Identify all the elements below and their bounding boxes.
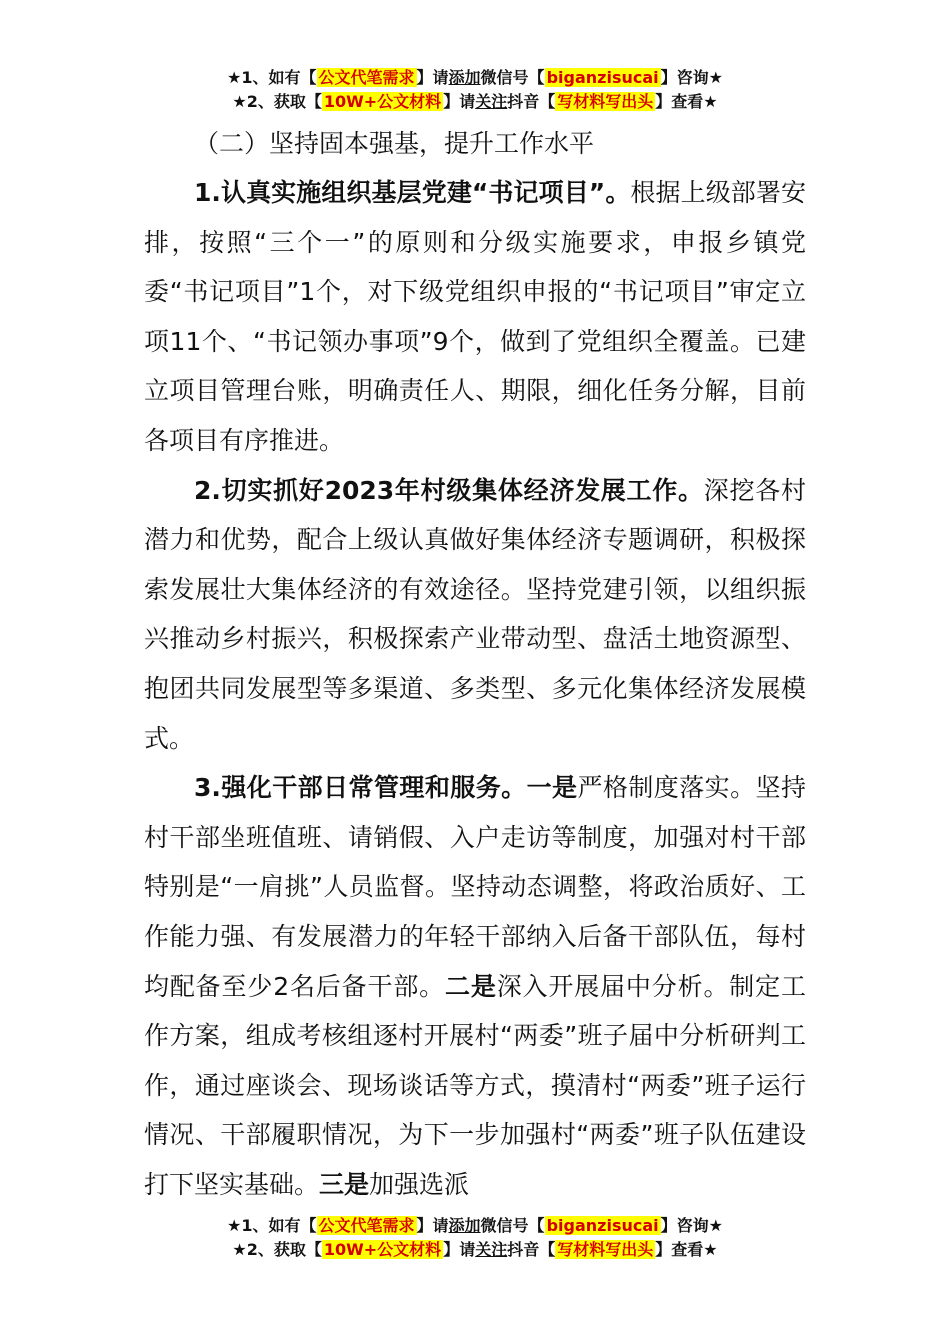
promo-text: 】咨询★	[660, 68, 723, 87]
paragraph-3	[144, 763, 806, 1209]
promo-text: ★1、如有【	[227, 1216, 317, 1235]
item-keyword: 一是	[526, 773, 578, 803]
promo-highlight: 10W+公文材料	[323, 1240, 442, 1259]
promo-highlight: 写材料写出头	[557, 1240, 654, 1259]
promo-text: 微信号【	[480, 68, 545, 87]
promo-underlined: 添加	[448, 1216, 481, 1235]
paragraph-1	[144, 168, 806, 466]
promo-text: ★2、获取【	[232, 1240, 322, 1259]
paragraph-lead: 3.强化干部日常管理和服务。	[194, 773, 527, 803]
item-keyword: 二是	[445, 971, 497, 1001]
promo-highlight: 10W+公文材料	[323, 92, 442, 111]
paragraph-text: 根据上级部署安排，按照“三个一”的原则和分级实施要求，申报乡镇党委“书记项目”1个，对下级党组织申报的“书记项目”审定立项11个、“书记领办事项”9个，做到了党组织全覆盖。已建立项目管理台账，明确责任人、期限，细化任务分解，目前各项目有序推进。	[144, 178, 806, 455]
promo-text: 】查看★	[655, 92, 718, 111]
promo-line-2	[0, 90, 950, 114]
paragraph-lead: 1.认真实施组织基层党建“书记项目”。	[194, 178, 631, 207]
paragraph-text: 加强选派	[369, 1169, 470, 1199]
paragraph-2	[144, 466, 806, 764]
promo-underlined: 关注	[475, 1240, 508, 1259]
promo-text: 】请	[416, 68, 449, 87]
document-body	[144, 120, 806, 1209]
promo-text: 】请	[443, 92, 476, 111]
promo-line-1	[0, 1214, 950, 1238]
paragraph-text: 严格制度落实。坚持村干部坐班值班、请销假、入户走访等制度，加强对村干部特别是“一肩挑”人员监督。坚持动态调整，将政治质好、工作能力强、有发展潜力的年轻干部纳入后备干部队伍，每村均配备至少2名后备干部。	[144, 773, 806, 1001]
promo-text: 抖音【	[507, 1240, 556, 1259]
promo-highlight: 写材料写出头	[557, 92, 654, 111]
promo-highlight: 公文代笔需求	[318, 68, 415, 87]
item-keyword: 三是	[319, 1169, 370, 1199]
promo-text: ★1、如有【	[227, 68, 317, 87]
promo-line-1	[0, 66, 950, 90]
promo-text: 】请	[443, 1240, 476, 1259]
promo-text: 抖音【	[507, 92, 556, 111]
paragraph-lead: 2.切实抓好2023年村级集体经济发展工作。	[194, 475, 704, 505]
promo-highlight: biganzisucai	[546, 1216, 659, 1235]
promo-text: 】查看★	[655, 1240, 718, 1259]
promo-underlined: 关注	[475, 92, 508, 111]
promo-text: 】咨询★	[660, 1216, 723, 1235]
promo-text: 】请	[416, 1216, 449, 1235]
promo-highlight: biganzisucai	[546, 68, 659, 87]
promo-text: ★2、获取【	[232, 92, 322, 111]
promo-highlight: 公文代笔需求	[318, 1216, 415, 1235]
section-heading: （二）坚持固本强基，提升工作水平	[194, 129, 595, 158]
promo-text: 微信号【	[480, 1216, 545, 1235]
paragraph-text: 深挖各村潜力和优势，配合上级认真做好集体经济专题调研，积极探索发展壮大集体经济的有效途径。坚持党建引领，以组织振兴推动乡村振兴，积极探索产业带动型、盘活土地资源型、抱团共同发展型等多渠道、多类型、多元化集体经济发展模式。	[144, 475, 806, 753]
paragraph-text: 深入开展届中分析。制定工作方案，组成考核组逐村开展村“两委”班子届中分析研判工作，通过座谈会、现场谈话等方式，摸清村“两委”班子运行情况、干部履职情况，为下一步加强村“两委”班子队伍建设打下坚实基础。	[144, 971, 806, 1199]
promo-banner-bottom	[0, 1214, 950, 1262]
promo-banner-top	[0, 66, 950, 114]
promo-line-2	[0, 1238, 950, 1262]
promo-underlined: 添加	[448, 68, 481, 87]
